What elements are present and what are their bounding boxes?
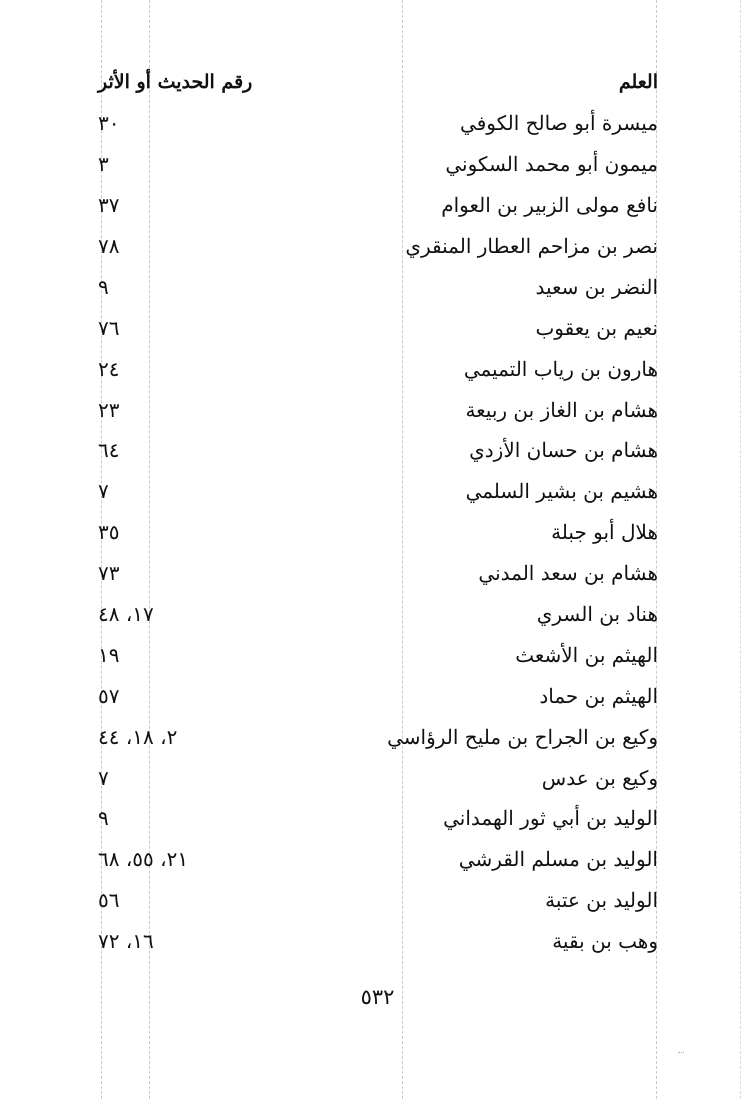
table-row [98,389,658,430]
narrator-name: ميمون أبو محمد السكوني [445,152,658,177]
table-header-row [98,62,658,103]
narrator-name: هارون بن رياب التميمي [463,356,658,381]
table-row [98,880,658,921]
hadith-numbers: ٩ [98,274,109,299]
table-row [98,512,658,553]
table-row [98,103,658,144]
narrator-name: نعيم بن يعقوب [535,315,658,340]
table-row [98,839,658,880]
table-row [98,675,658,716]
table-row [98,226,658,267]
hadith-numbers: ٧٨ [98,234,120,258]
table-row [98,757,658,798]
table-row [98,921,658,962]
narrator-name: الوليد بن أبي ثور الهمداني [443,806,658,831]
hadith-numbers: ٣ [98,152,109,177]
narrator-index-table [98,62,658,962]
column-guide-line [740,0,741,1099]
narrator-name: هشام بن حسان الأزدي [469,438,658,463]
hadith-numbers: ٧٦ [98,315,120,340]
narrator-name: هلال أبو جبلة [551,520,658,545]
page-number: ٥٣٢ [360,985,395,1009]
hadith-numbers: ٢٤ [98,356,120,381]
table-row [98,348,658,389]
table-row [98,716,658,757]
narrator-name: هشام بن الغاز بن ربيعة [465,397,658,422]
narrator-name: هشيم بن بشير السلمي [465,479,658,504]
hadith-numbers: ٥٧ [98,683,120,708]
scan-speck [678,1052,684,1055]
narrator-name: هناد بن السري [536,602,658,627]
narrator-name: الهيثم بن حماد [539,683,658,708]
table-row [98,471,658,512]
hadith-numbers: ٣٥ [98,520,120,545]
table-row [98,307,658,348]
hadith-numbers: ٢١، ٥٥، ٦٨ [98,847,189,872]
narrator-name: وكيع بن عدس [541,765,658,790]
table-row [98,144,658,185]
narrator-name: وكيع بن الجراح بن مليح الرؤاسي [387,724,658,749]
hadith-numbers: ٣٧ [98,193,120,218]
table-row [98,430,658,471]
hadith-numbers: ٢٣ [98,397,120,422]
hadith-numbers: ٧ [98,765,109,790]
name-column-header: العلم [618,71,658,94]
table-row [98,634,658,675]
narrator-name: هشام بن سعد المدني [478,561,658,586]
narrator-name: الوليد بن مسلم القرشي [458,847,658,872]
hadith-numbers: ٦٤ [98,438,120,463]
hadith-numbers: ١٦، ٧٢ [98,929,154,954]
hadith-numbers: ١٧، ٤٨ [98,602,154,627]
table-row [98,553,658,594]
narrator-name: النضر بن سعيد [535,274,658,299]
hadith-numbers: ٩ [98,806,109,831]
narrator-name: الوليد بن عتبة [545,888,658,913]
hadith-numbers: ٧٣ [98,561,120,586]
narrator-name: الهيثم بن الأشعث [515,642,658,667]
table-row [98,185,658,226]
narrator-name: ميسرة أبو صالح الكوفي [460,111,658,136]
hadith-numbers: ٧ [98,479,109,504]
hadith-numbers: ١٩ [98,642,120,667]
narrator-name: نافع مولى الزبير بن العوام [441,193,658,218]
narrator-name: نصر بن مزاحم العطار المنقري [405,234,658,258]
narrator-name: وهب بن بقية [552,929,658,954]
hadith-numbers: ٥٦ [98,888,120,913]
table-row [98,798,658,839]
hadith-numbers: ٣٠ [98,111,120,136]
hadith-numbers: ٢، ١٨، ٤٤ [98,724,178,749]
table-row [98,266,658,307]
table-row [98,594,658,635]
reference-column-header: رقم الحديث أو الأثر [98,71,253,94]
